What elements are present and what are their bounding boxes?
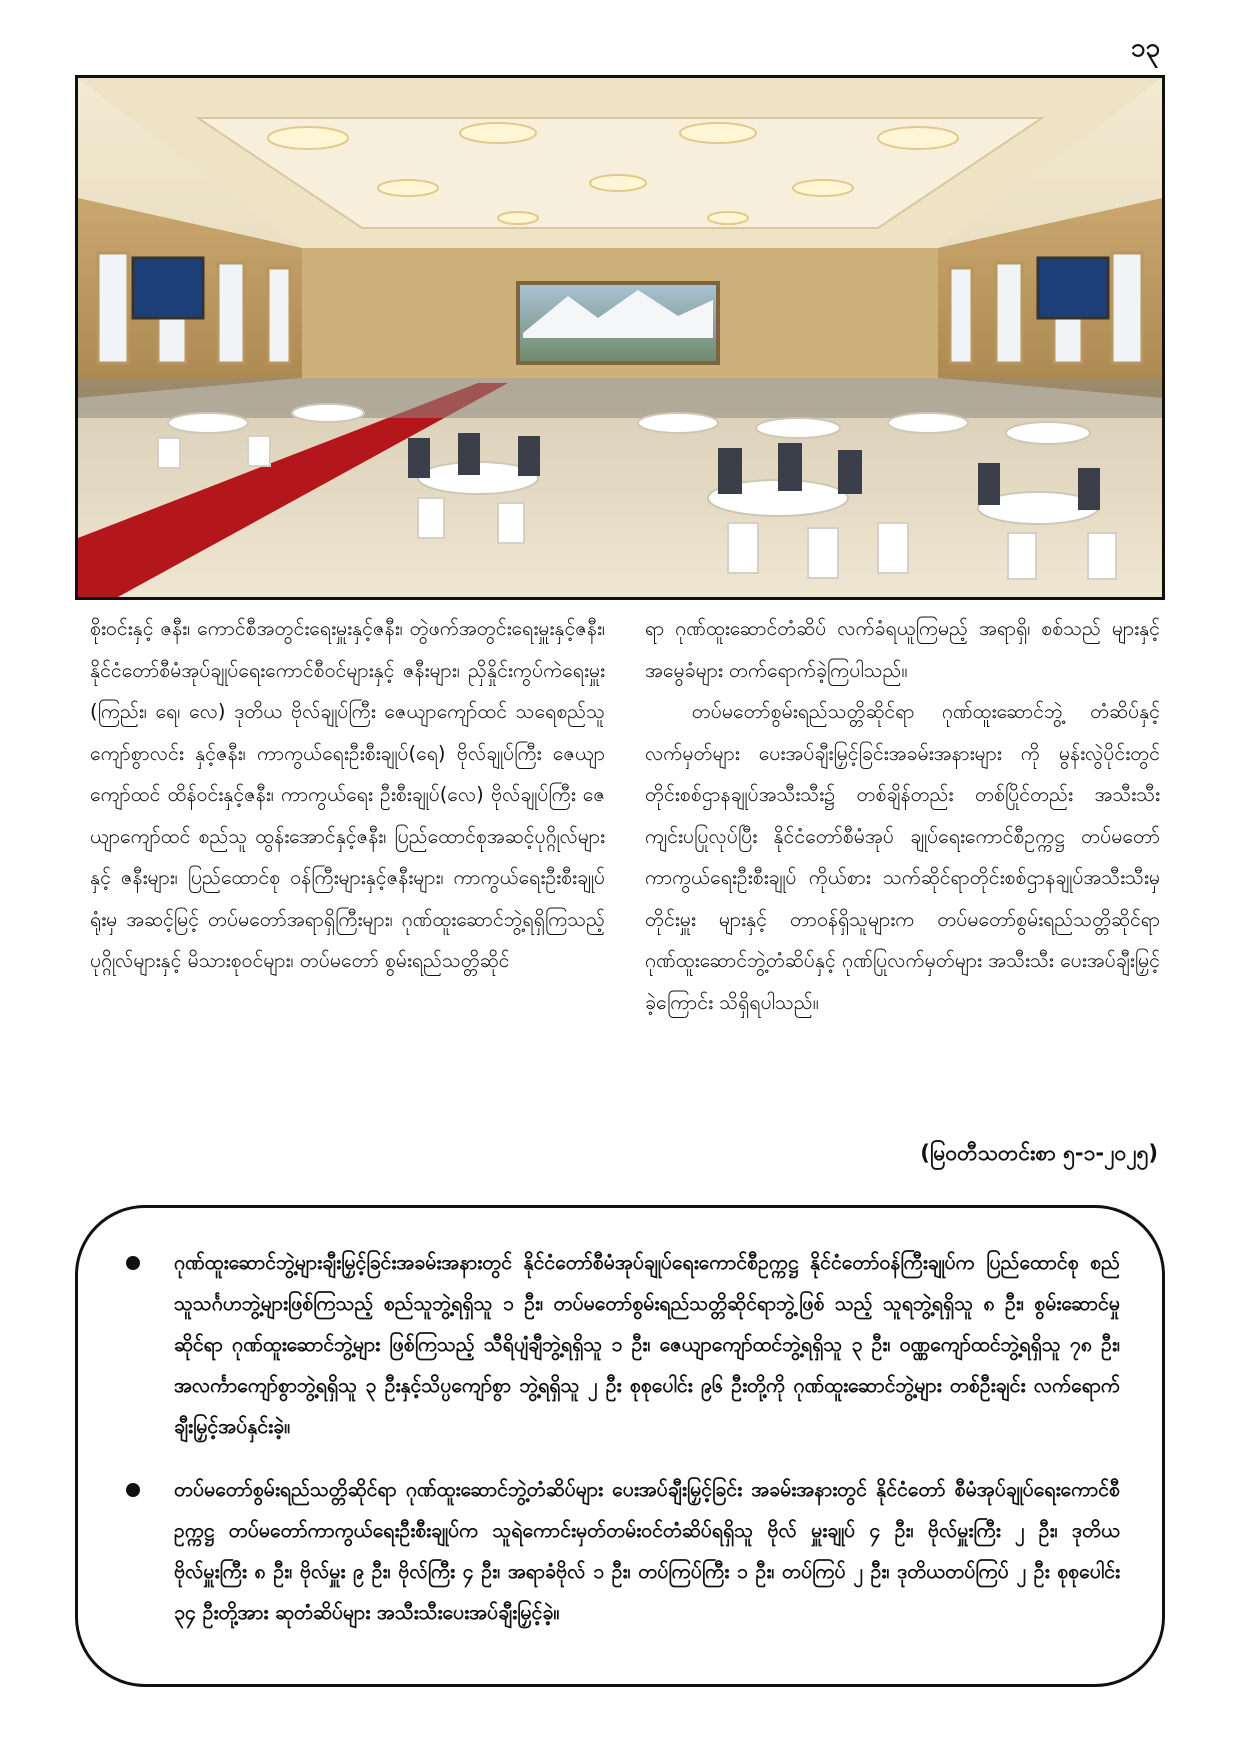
bullet-icon (126, 1256, 140, 1270)
article-paragraph: စိုးဝင်းနှင့် ဇနီး၊ ကောင်စီအတွင်းရေးမှူးနှင့်ဇနီး၊ တွဲဖက်အတွင်းရေးမှူးနှင့်ဇနီး၊ နိုင်ငံတော်စီမံအုပ်ချုပ်ရေးကောင်စီဝင်များနှင့် ဇနီးများ၊ ညှိနှိုင်းကွပ်ကဲရေးမှူး (ကြည်း၊ ရေ၊ လေ) ဒုတိယ ဗိုလ်ချုပ်ကြီး ဇေယျာကျော်ထင် သရေစည်သူ ကျော်စွာလင်း နှင့်ဇနီး၊ ကာကွယ်ရေးဦးစီးချုပ်(ရေ) ဗိုလ်ချုပ်ကြီး ဇေယျာ ကျော်ထင် ထိန်ဝင်းနှင့်ဇနီး၊ ကာကွယ်ရေး ဦးစီးချုပ်(လေ) ဗိုလ်ချုပ်ကြီး ဇေယျာကျော်ထင် စည်သူ ထွန်းအောင်နှင့်ဇနီး၊ ပြည်ထောင်စုအဆင့်ပုဂ္ဂိုလ်များနှင့် ဇနီးများ၊ ပြည်ထောင်စု ဝန်ကြီးများနှင့်ဇနီးများ၊ ကာကွယ်ရေးဦးစီးချုပ်ရုံးမှ အဆင့်မြင့် တပ်မတော်အရာရှိကြီးများ၊ ဂုဏ်ထူးဆောင်ဘွဲ့ရရှိကြသည့် ပုဂ္ဂိုလ်များနှင့် မိသားစုဝင်များ၊ တပ်မတော် စွမ်းရည်သတ္တိဆိုင် (90, 617, 605, 972)
summary-box (75, 1205, 1165, 1687)
summary-item-text: ဂုဏ်ထူးဆောင်ဘွဲ့များချီးမြှင့်ခြင်းအခမ်းအနားတွင် နိုင်ငံတော်စီမံအုပ်ချုပ်ရေးကောင်စီဥက္ကဋ္ဌ နိုင်ငံတော်ဝန်ကြီးချုပ်က ပြည်ထောင်စု စည်သူသင်္ဂဟဘွဲ့များဖြစ်ကြသည့် စည်သူဘွဲ့ရရှိသူ ၁ ဦး၊ တပ်မတော်စွမ်းရည်သတ္တိဆိုင်ရာဘွဲ့ဖြစ် သည့် သူရဘွဲ့ရရှိသူ ၈ ဦး၊ စွမ်းဆောင်မှုဆိုင်ရာ ဂုဏ်ထူးဆောင်ဘွဲ့များ ဖြစ်ကြသည့် သီရိပျံချီဘွဲ့ရရှိသူ ၁ ဦး၊ ဇေယျာကျော်ထင်ဘွဲ့ရရှိသူ ၃ ဦး၊ ဝဏ္ဏကျော်ထင်ဘွဲ့ရရှိသူ ၇၈ ဦး၊ အလင်္ကာကျော်စွာဘွဲ့ရရှိသူ ၃ ဦးနှင့်သိပ္ပကျော်စွာ ဘွဲ့ရရှိသူ ၂ ဦး စုစုပေါင်း ၉၆ ဦးတို့ကို ဂုဏ်ထူးဆောင်ဘွဲ့များ တစ်ဦးချင်း လက်ရောက်ချီးမြှင့်အပ်နှင်းခဲ့။ (174, 1251, 1120, 1438)
banquet-hall-photo (75, 75, 1165, 600)
summary-item-text: တပ်မတော်စွမ်းရည်သတ္တိဆိုင်ရာ ဂုဏ်ထူးဆောင်ဘွဲ့တံဆိပ်များ ပေးအပ်ချီးမြှင့်ခြင်း အခမ်းအနားတွင် နိုင်ငံတော် စီမံအုပ်ချုပ်ရေးကောင်စီဥက္ကဋ္ဌ တပ်မတော်ကာကွယ်ရေးဦးစီးချုပ်က သူရဲကောင်းမှတ်တမ်းဝင်တံဆိပ်ရရှိသူ ဗိုလ် မှူးချုပ် ၄ ဦး၊ ဗိုလ်မှူးကြီး ၂ ဦး၊ ဒုတိယ ဗိုလ်မှူးကြီး ၈ ဦး၊ ဗိုလ်မှူး ၉ ဦး၊ ဗိုလ်ကြီး ၄ ဦး၊ အရာခံဗိုလ် ၁ ဦး၊ တပ်ကြပ်ကြီး ၁ ဦး၊ တပ်ကြပ် ၂ ဦး၊ ဒုတိယတပ်ကြပ် ၂ ဦး စုစုပေါင်း ၃၄ ဦးတို့အား ဆုတံဆိပ်များ အသီးသီးပေးအပ်ချီးမြှင့်ခဲ့။ (174, 1478, 1120, 1624)
bullet-icon (126, 1483, 140, 1497)
banquet-hall-photo-icon (78, 78, 1162, 597)
article-right-column (645, 608, 1160, 1123)
article-paragraph: တပ်မတော်စွမ်းရည်သတ္တိဆိုင်ရာ ဂုဏ်ထူးဆောင်ဘွဲ့ တံဆိပ်နှင့် လက်မှတ်များ ပေးအပ်ချီးမြှင့်ခြင်းအခမ်းအနားများ ကို မွန်းလွဲပိုင်းတွင် တိုင်းစစ်ဌာနချုပ်အသီးသီး၌ တစ်ချိန်တည်း တစ်ပြိုင်တည်း အသီးသီးကျင်းပပြုလုပ်ပြီး နိုင်ငံတော်စီမံအုပ် ချုပ်ရေးကောင်စီဥက္ကဋ္ဌ တပ်မတော်ကာကွယ်ရေးဦးစီးချုပ် ကိုယ်စား သက်ဆိုင်ရာတိုင်းစစ်ဌာနချုပ်အသီးသီးမှ တိုင်းမှူး များနှင့် တာဝန်ရှိသူများက တပ်မတော်စွမ်းရည်သတ္တိဆိုင်ရာ ဂုဏ်ထူးဆောင်ဘွဲ့တံဆိပ်နှင့် ဂုဏ်ပြုလက်မှတ်များ အသီးသီး ပေးအပ်ချီးမြှင့်ခဲ့ကြောင်း သိရှိရပါသည်။ (645, 700, 1160, 1014)
summary-item (126, 1242, 1120, 1447)
article-paragraph: ရာ ဂုဏ်ထူးဆောင်တံဆိပ် လက်ခံရယူကြမည့် အရာရှိ၊ စစ်သည် များနှင့် အမွေခံများ တက်ရောက်ခဲ့ကြပါသည်။ (645, 617, 1160, 682)
article-left-column (90, 608, 605, 1123)
article-source: (မြဝတီသတင်းစာ ၅-၁-၂၀၂၅) (920, 1141, 1158, 1165)
summary-item (126, 1469, 1120, 1633)
page-number: ၁၃ (1130, 33, 1160, 63)
article-columns (90, 608, 1160, 1123)
